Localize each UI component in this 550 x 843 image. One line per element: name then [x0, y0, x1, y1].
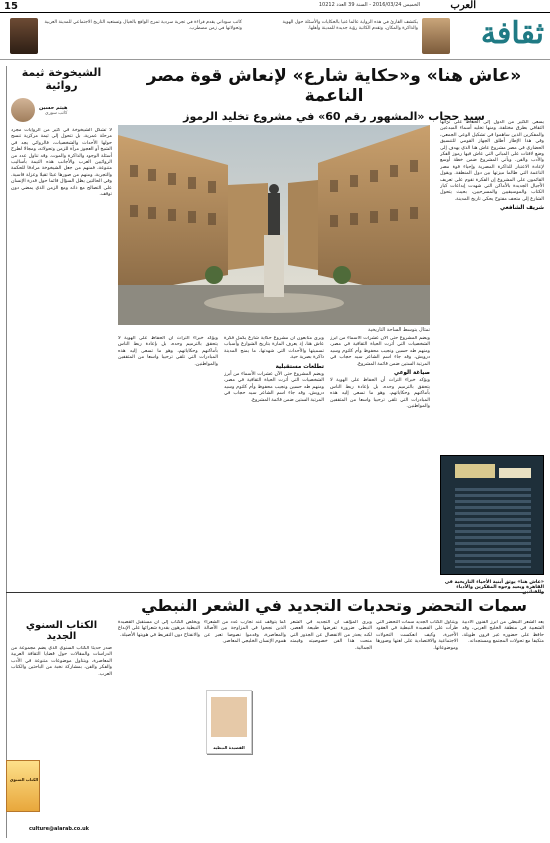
issue-meta: الخميس 2016/03/24 - السنة 39 العدد 10212	[318, 2, 420, 8]
article-column-4	[118, 336, 218, 581]
author-name: هيثم حسين	[39, 104, 68, 111]
inset-sign-2	[499, 468, 531, 478]
subheading-vision: صياغة الوعي	[394, 370, 430, 377]
section-divider	[6, 592, 544, 593]
contact-email[interactable]: culture@alarab.co.uk	[28, 826, 89, 832]
article-column-3-more: ويضم المشروع حتى الآن عشرات الأسماء من أبرز الشخصيات التي أثرت الحياة الثقافية في مصر، ومنهم طه حسين ونجيب محفوظ وأم كلثوم وسيد درويش، وقد جاء اسم الشاعر سيد حجاب في المرتبة الستين ضمن قائمة المشروع.	[224, 372, 324, 403]
teaser-2[interactable]	[10, 18, 250, 56]
article-column-4-text: ويؤكد خبراء التراث أن الحفاظ على الهوية لا يتحقق بالترميم وحده، بل بإعادة ربط الناس بأماكنهم وحكاياتهم، وهو ما تسعى إليه هذه المبادرات التي تلقى ترحيبا واسعا من المثقفين والمواطنين.	[118, 336, 218, 367]
main-article-header	[124, 66, 544, 123]
article-column-1-text: يسعى الكثير من الدول إلى الحفاظ على تراثها الثقافي بطرق مختلفة، ومنها تخليد أسماء المبدعين والمفكرين الذين ساهموا في تشكيل الوعي الجمعي، وفي هذا الإطار أطلق الجهاز القومي للتنسيق الحضاري في مصر مشروع عاش هنا الذي يهدف إلى وضع لافتات على المباني التي عاش فيها رموز الفكر والأدب والفن. ويأتي المشروع ضمن خطة أوسع لإعادة الاعتبار للذاكرة المصرية وإحياء قوة مصر الناعمة التي طالما ميزتها بين دول المنطقة. ويقول القائمون على المشروع إن الفكرة تقوم على تعريف الأجيال الجديدة بالأماكن التي شهدت إبداعات كبار الكتاب والموسيقيين والمسرحيين، بحيث يتحول الشارع إلى متحف مفتوح يحكي تاريخ المدينة.	[440, 120, 544, 202]
bottom-headline[interactable]: سمات التحضر وتحديات التجديد في الشعر النبطي	[141, 596, 527, 615]
book-cover-art	[211, 697, 247, 737]
books-sidebar-text: صدر حديثا الكتاب السنوي الذي يضم مجموعة من الدراسات والمقالات حول قضايا الثقافة العربية المعاصرة، ويتناول موضوعات متنوعة في الأدب والفكر والفن، بمشاركة نخبة من الباحثين والكتاب العرب.	[11, 646, 112, 677]
article-byline: شريف الشافعي	[500, 205, 544, 212]
inset-sign	[455, 464, 495, 478]
bottom-column-3: ويرى المؤلف أن التجديد في الشعر النبطي ضرورة تفرضها طبيعة العصر، لكنه يحذر من الانفصال عن الجذور التي منحت هذا الفن خصوصيته وقيمته الجمالية.	[290, 620, 372, 651]
page-number: 15	[4, 1, 18, 12]
section-header	[0, 14, 550, 60]
article-column-2	[330, 336, 430, 581]
sidebar-title[interactable]: الشيخوخة ثيمة روائية	[21, 66, 102, 92]
article-column-2-more: ويؤكد خبراء التراث أن الحفاظ على الهوية لا يتحقق بالترميم وحده، بل بإعادة ربط الناس بأماكنهم وحكاياتهم، وهو ما تسعى إليه هذه المبادرات التي تلقى ترحيبا واسعا من المثقفين والمواطنين.	[330, 378, 430, 410]
subheading-future: تطلعات مستقبلية	[275, 363, 324, 370]
sidebar-author	[11, 98, 112, 122]
main-headline[interactable]: «عاش هنا» و«حكاية شارع» لإنعاش قوة مصر الناعمة	[146, 66, 522, 106]
opinion-sidebar	[6, 66, 112, 626]
inset-caption: «عاش هنا» يوثق أبنية الأحياء التاريخية في القاهرة ويعيد وجوه المفكرين والأدباء	[444, 580, 544, 590]
bottom-column-4: كما يتوقف عند تجارب عدد من الشعراء الذين نجحوا في المزاوجة بين الأصالة والمعاصرة، وقدموا نصوصا تعبر عن هموم الإنسان الخليجي المعاصر.	[204, 620, 286, 645]
bottom-column-1: يعد الشعر النبطي من أبرز الفنون الأدبية الشعبية في منطقة الخليج العربي، وقد حافظ على حضوره عبر قرون طويلة، متكيفا مع تحولات المجتمع ومستجداته.	[462, 620, 544, 645]
inset-facade	[455, 488, 531, 568]
annual-book-cover	[6, 760, 40, 812]
books-sidebar-title[interactable]: الكتاب السنوي الجديد	[25, 620, 98, 642]
bottom-column-2: ويتناول الكتاب الجديد سمات التحضر التي طرأت على القصيدة النبطية في العقود الأخيرة، وكيف انعكست التحولات الاجتماعية والاقتصادية على لغتها وصورها وموضوعاتها.	[376, 620, 458, 651]
photo-caption: تمثال يتوسط الساحة التاريخية	[368, 327, 430, 333]
teaser-1-text: يكتشف القارئ في هذه الرواية عالما غنيا بالحكايات والأسئلة حول الهوية والذاكرة والمكان، وتقدم الكاتبة رؤية جديدة للمدينة وأهلها.	[282, 20, 418, 31]
teaser-2-text: كاتب سوداني يقدم قراءة في تجربة سردية تمزج الواقع بالخيال وتستعيد التاريخ الاجتماعي للمدينة العربية وتحولاتها في زمن مضطرب.	[44, 20, 242, 31]
book-cover	[206, 690, 252, 754]
newspaper-logo: العرب	[450, 0, 476, 11]
annual-book-title: الكتاب السنوي	[9, 777, 39, 782]
article-column-3-text: ويرى متابعون أن مشروع حكاية شارع يكمل فكرة عاش هنا، إذ يعرف المارة بتاريخ الشوارع وأسباب تسميتها والأحداث التي شهدتها، ما يمنح المدينة ذاكرة بصرية حية.	[224, 336, 324, 361]
book-cover-title: القصيدة النبطية	[213, 745, 245, 750]
main-subhead: سيد حجاب «المشهور رقم 60» في مشروع تخليد الرموز	[183, 110, 485, 123]
sidebar-text: لا تشكل الشيخوخة في كثير من الروايات مجرد مرحلة عمرية، بل تتحول إلى ثيمة مركزية تنسج حولها الأحداث والشخصيات، فالروائي يجد في الشيخ أو العجوز مرآة للزمن وتحولاته، ومجالا لطرح أسئلة الوجود والذاكرة والموت. وقد تناول عدد من الروائيين العرب والأجانب هذه الثيمة بأساليب متنوعة، فمنهم من جعل الشيخوخة مرادفا للحكمة والتجربة، ومنهم من صورها عبئا ثقيلا وعزلة قاسية. وفي الحالتين يظل السؤال قائما حول قدرة الإنسان على التصالح مع ذاته ومع الزمن الذي يمضي دون توقف.	[11, 128, 112, 198]
article-column-2-text: ويضم المشروع حتى الآن عشرات الأسماء من أبرز الشخصيات التي أثرت الحياة الثقافية في مصر، ومنهم طه حسين ونجيب محفوظ وأم كلثوم وسيد درويش، وقد جاء اسم الشاعر سيد حجاب في المرتبة الستين ضمن قائمة المشروع.	[330, 336, 430, 367]
main-photo	[118, 125, 430, 325]
inset-photo	[440, 455, 544, 575]
teaser-1-avatar	[422, 18, 450, 54]
teaser-2-avatar	[10, 18, 38, 54]
top-strip	[0, 0, 550, 13]
section-title: ثقافة	[480, 16, 544, 51]
article-column-3	[224, 336, 324, 581]
author-avatar	[11, 98, 35, 122]
author-role: كاتب سوري	[45, 110, 68, 116]
bottom-column-5: ويخلص الكتاب إلى أن مستقبل القصيدة النبطية مرهون بقدرة شعرائها على الإبداع والانفتاح دون التفريط في هويتها الأصيلة.	[118, 620, 200, 638]
teaser-1[interactable]	[270, 18, 450, 56]
